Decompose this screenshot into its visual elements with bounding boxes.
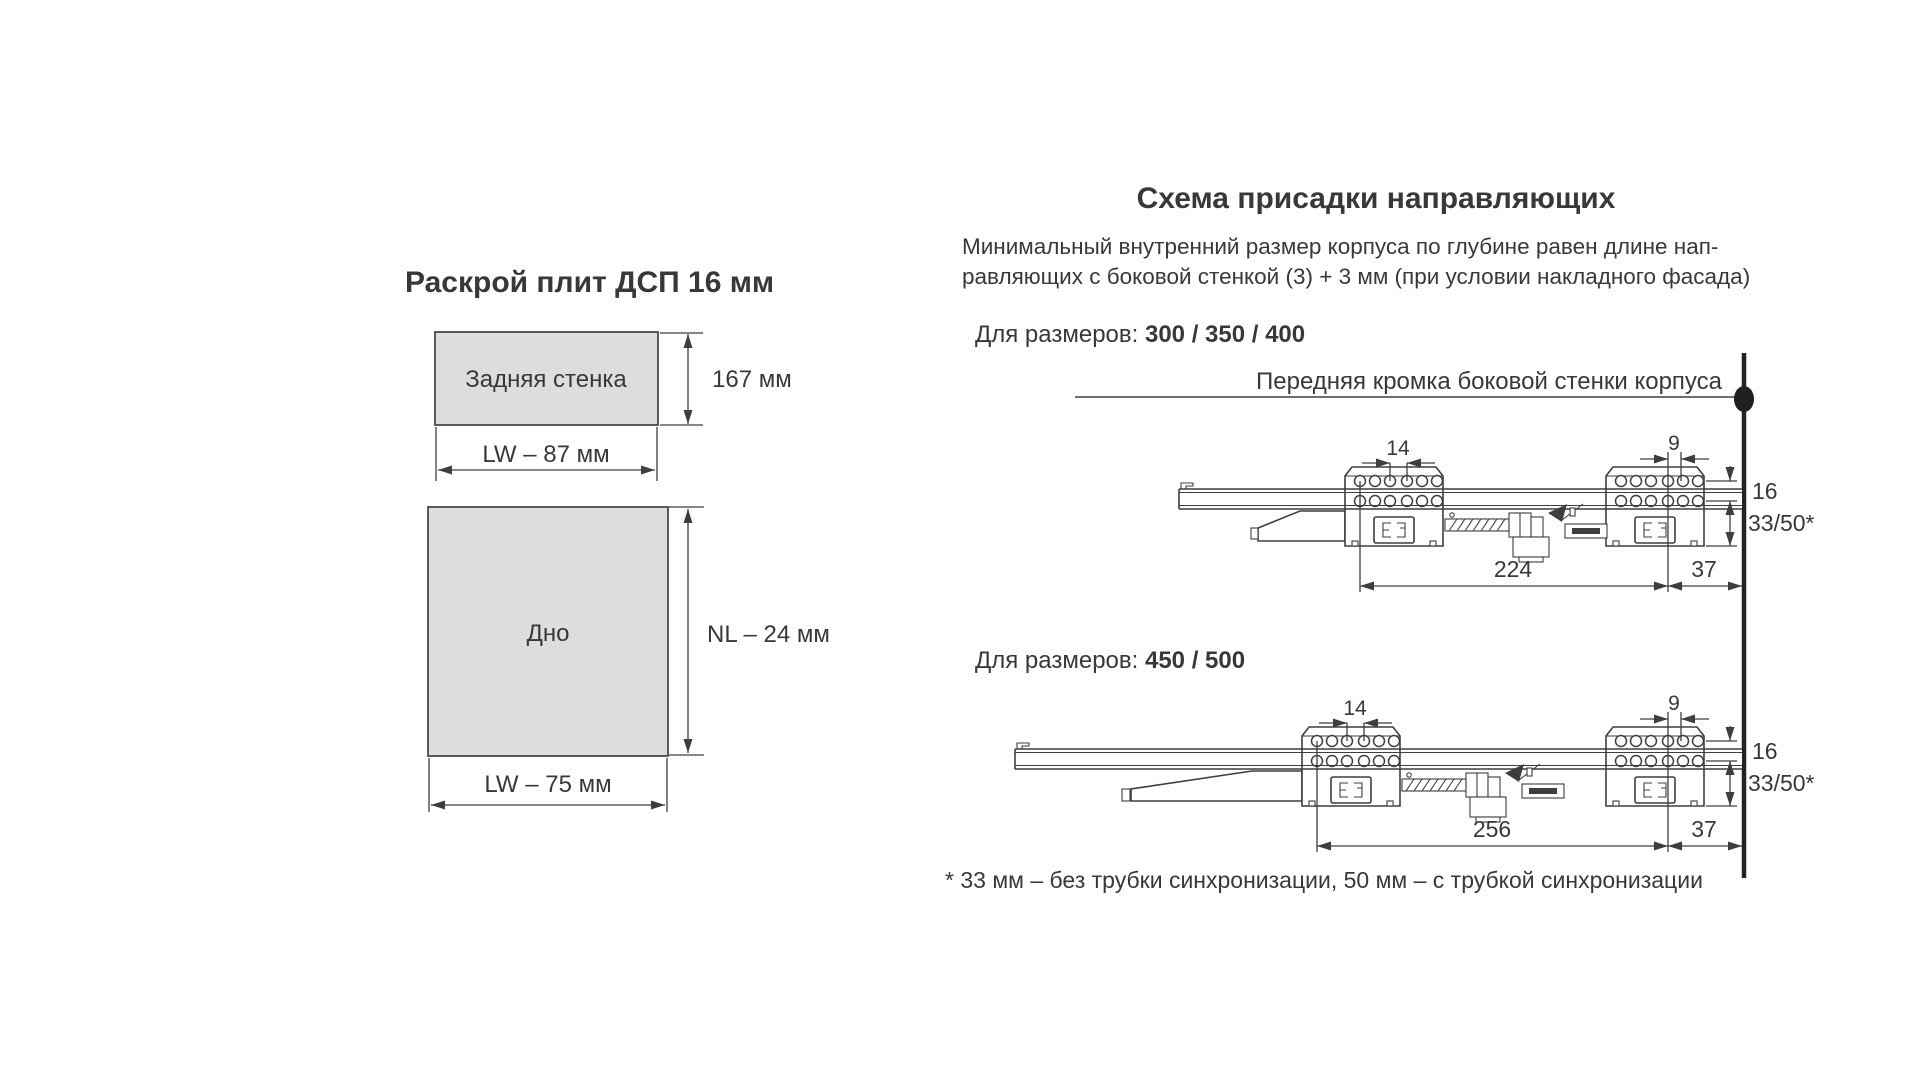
mounting-bracket-front: [1606, 467, 1704, 546]
slide-mechanism: [1445, 504, 1607, 562]
bottom-panel-label: Дно: [526, 620, 570, 647]
drawer-member: [1131, 771, 1302, 801]
dim-37-label: 37: [1691, 816, 1717, 842]
scheme-note-line2: равляющих с боковой стенкой (3) + 3 мм (при условии накладного фасада): [962, 264, 1751, 289]
dim-16-label: 16: [1752, 738, 1778, 764]
mounting-bracket-front: [1606, 727, 1704, 806]
dim-14-label: 14: [1343, 697, 1367, 720]
dim-9-label: 9: [1668, 692, 1680, 715]
sizes-value-2: 450 / 500: [1144, 647, 1246, 674]
scheme-title: Схема присадки направляющих: [1136, 182, 1616, 215]
scheme-section: [945, 182, 1815, 893]
sizes-value-1: 300 / 350 / 400: [1144, 321, 1306, 348]
bottom-panel-height-label: NL – 24 мм: [707, 621, 830, 648]
bottom-panel-width-label: LW – 75 мм: [484, 771, 612, 798]
sizes-label-2: [975, 647, 1245, 674]
scheme-note-line1: Минимальный внутренний размер корпуса по глубине равен длине нап-: [962, 234, 1719, 259]
drawer-member: [1258, 511, 1345, 541]
dim-16-label: 16: [1752, 478, 1778, 504]
scheme-footnote: * 33 мм – без трубки синхронизации, 50 мм – с трубкой синхронизации: [945, 867, 1703, 893]
dim-37-label: 37: [1691, 556, 1717, 582]
sizes-prefix-1: Для размеров:: [975, 321, 1145, 348]
cutting-title: Раскрой плит ДСП 16 мм: [405, 266, 775, 299]
slide-mechanism: [1402, 764, 1564, 822]
back-panel-label: Задняя стенка: [465, 366, 627, 393]
back-panel-height-label: 167 мм: [712, 366, 792, 393]
dim-back-panel-width: [436, 427, 657, 481]
front-edge-label: Передняя кромка боковой стенки корпуса: [1256, 368, 1722, 395]
dim-14-label: 14: [1386, 437, 1410, 460]
dim-bottom-panel-height: [669, 507, 830, 755]
slide-drawing-300-350-400: [1179, 432, 1815, 592]
dim-back-panel-height: [660, 333, 792, 425]
dim-256-label: 256: [1472, 816, 1512, 842]
sizes-label-1: [975, 321, 1305, 348]
dim-33-50-label: 33/50*: [1748, 770, 1815, 796]
dim-33-50-label: 33/50*: [1748, 510, 1815, 536]
slide-drawing-450-500: [1015, 692, 1815, 852]
dim-9-label: 9: [1668, 432, 1680, 455]
cutting-section: [405, 266, 830, 812]
back-panel-width-label: LW – 87 мм: [482, 441, 610, 468]
dim-224-label: 224: [1493, 556, 1533, 582]
front-edge-dot: [1734, 386, 1754, 412]
dim-bottom-panel-width: [429, 758, 667, 812]
sizes-prefix-2: Для размеров:: [975, 647, 1145, 674]
